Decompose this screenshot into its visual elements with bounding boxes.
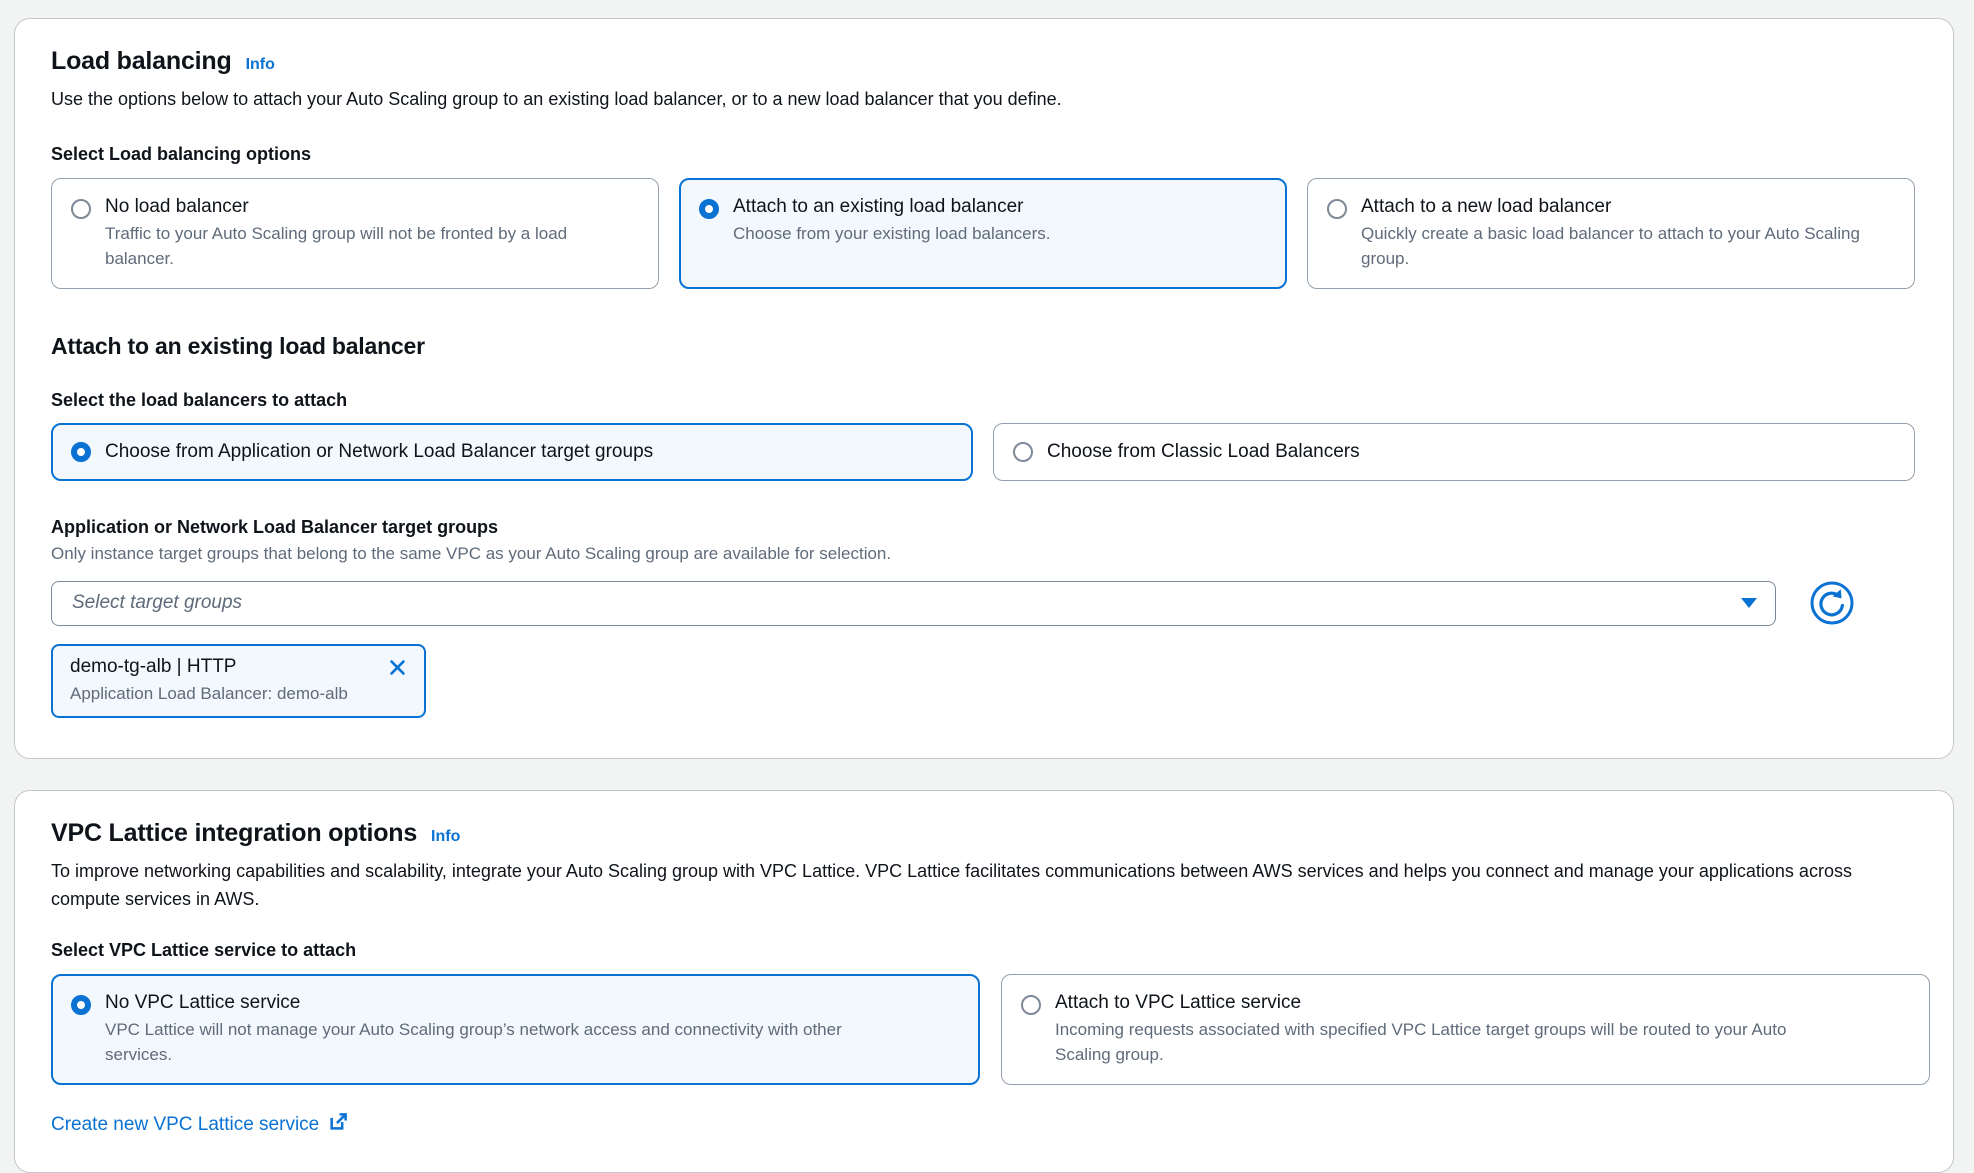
vpc-lattice-options-group	[51, 974, 1915, 1085]
tile-description: VPC Lattice will not manage your Auto Scaling group’s network access and connectivity with other services.	[105, 1019, 842, 1064]
refresh-icon	[1809, 614, 1855, 629]
vpc-lattice-options-label: Select VPC Lattice service to attach	[51, 939, 357, 960]
caret-down-icon	[1741, 598, 1757, 608]
radio-selected-icon[interactable]	[699, 199, 719, 219]
tile-choose-target-groups[interactable]	[51, 423, 973, 481]
tile-attach-vpc-lattice-service[interactable]	[1001, 974, 1930, 1085]
tile-label: Attach to an existing load balancer	[733, 195, 1024, 217]
token-dismiss-button[interactable]	[386, 656, 409, 679]
vpc-lattice-description: To improve networking capabilities and scalability, integrate your Auto Scaling group with VPC Lattice. VPC Lattice facilitates communications between AWS services and helps you connect and manage your applications across compute services in AWS.	[51, 861, 1852, 910]
tile-attach-existing-load-balancer[interactable]	[679, 178, 1287, 289]
selected-target-group-token	[51, 644, 426, 718]
tile-label: Choose from Application or Network Load Balancer target groups	[105, 441, 654, 463]
vpc-lattice-info-link[interactable]: Info	[431, 828, 461, 846]
tile-description: Incoming requests associated with specified VPC Lattice target groups will be routed to your Auto Scaling group.	[1055, 1019, 1787, 1064]
create-link-label: Create new VPC Lattice service	[51, 1113, 320, 1135]
load-balancing-description: Use the options below to attach your Auto Scaling group to an existing load balancer, or to a new load balancer that you define.	[51, 89, 1062, 109]
vpc-lattice-title: VPC Lattice integration options	[51, 819, 418, 848]
vpc-lattice-header	[51, 819, 1915, 848]
load-balancing-info-link[interactable]: Info	[245, 56, 275, 73]
tile-label: Choose from Classic Load Balancers	[1047, 441, 1360, 463]
load-balancing-options-label: Select Load balancing options	[51, 143, 312, 164]
tile-label: Attach to a new load balancer	[1361, 195, 1612, 217]
tile-attach-new-load-balancer[interactable]	[1307, 178, 1915, 289]
load-balancing-card	[14, 18, 1954, 759]
attach-existing-section-title: Attach to an existing load balancer	[51, 333, 425, 360]
load-balancing-title: Load balancing	[51, 47, 232, 75]
tile-choose-classic-load-balancers[interactable]	[993, 423, 1915, 481]
external-link-icon	[328, 1111, 349, 1138]
radio-selected-icon[interactable]	[71, 442, 91, 462]
tile-label: Attach to VPC Lattice service	[1055, 991, 1302, 1013]
create-vpc-lattice-service-link[interactable]	[51, 1111, 349, 1138]
load-balancing-options-group	[51, 178, 1915, 289]
target-groups-select[interactable]	[51, 581, 1776, 626]
tile-description: Traffic to your Auto Scaling group will not be fronted by a load balancer.	[105, 223, 568, 268]
target-groups-placeholder: Select target groups	[72, 592, 243, 614]
radio-unselected-icon[interactable]	[1013, 442, 1033, 462]
tile-description: Quickly create a basic load balancer to attach to your Auto Scaling group.	[1361, 223, 1860, 268]
target-groups-description: Only instance target groups that belong to the same VPC as your Auto Scaling group are available for selection.	[51, 544, 892, 564]
tile-description: Choose from your existing load balancers.	[733, 223, 1051, 243]
token-subtitle: Application Load Balancer: demo-alb	[70, 684, 348, 704]
tile-no-load-balancer[interactable]	[51, 178, 659, 289]
radio-unselected-icon[interactable]	[71, 199, 91, 219]
target-groups-label: Application or Network Load Balancer target groups	[51, 517, 499, 538]
vpc-lattice-card	[14, 790, 1954, 1173]
refresh-button[interactable]	[1809, 580, 1855, 626]
load-balancing-header	[51, 47, 1915, 76]
target-groups-select-row	[51, 580, 1915, 626]
tile-label: No VPC Lattice service	[105, 991, 301, 1013]
tile-no-vpc-lattice-service[interactable]	[51, 974, 980, 1085]
load-balancer-type-group	[51, 423, 1915, 481]
close-icon	[388, 665, 407, 680]
tile-label: No load balancer	[105, 195, 249, 217]
radio-selected-icon[interactable]	[71, 995, 91, 1015]
token-title: demo-tg-alb | HTTP	[70, 656, 237, 678]
select-load-balancers-label: Select the load balancers to attach	[51, 390, 348, 411]
radio-unselected-icon[interactable]	[1327, 199, 1347, 219]
radio-unselected-icon[interactable]	[1021, 995, 1041, 1015]
